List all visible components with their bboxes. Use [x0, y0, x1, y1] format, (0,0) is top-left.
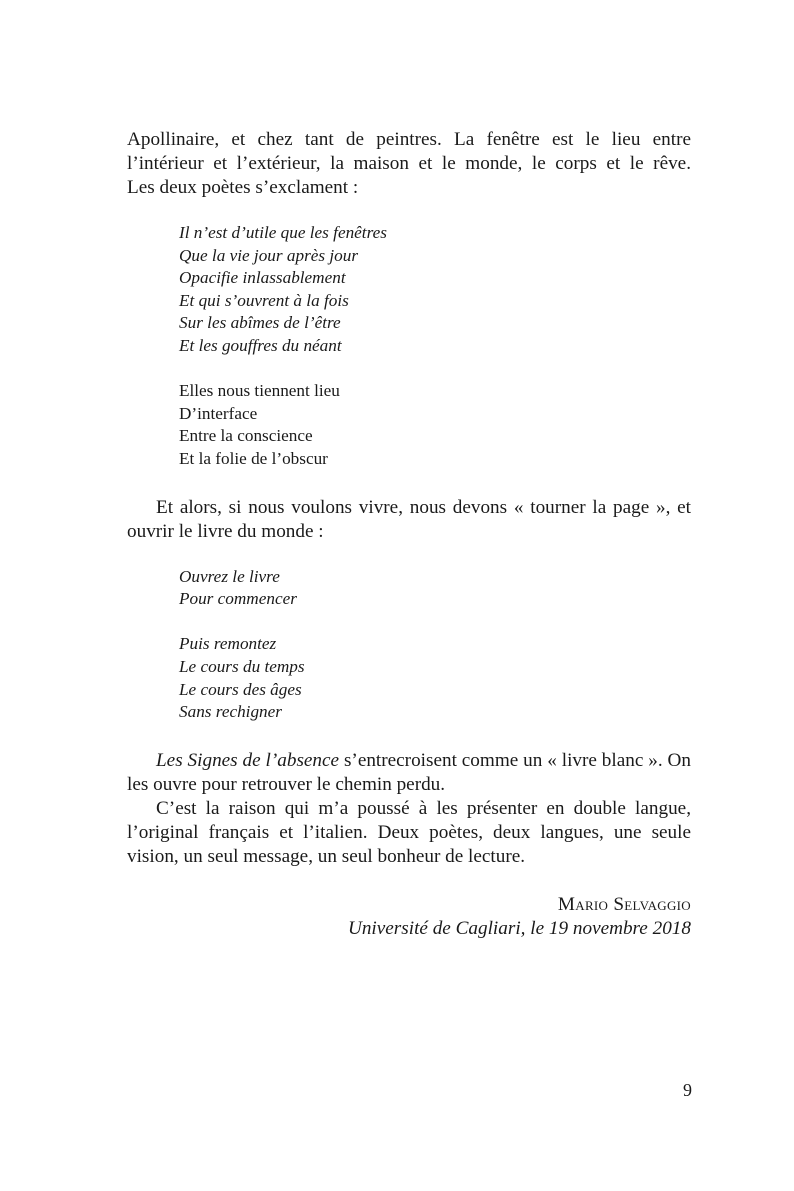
verse-line: Et les gouffres du néant [179, 335, 342, 355]
verse-line: Entre la conscience [179, 426, 313, 446]
verse-line: Ouvrez le livre [179, 566, 280, 586]
intro-line: l’intérieur et l’extérieur, la maison et le monde, le corps et le rêve. [127, 153, 691, 174]
intro-paragraph [127, 128, 691, 200]
poem-2-stanza-1 [127, 566, 691, 611]
intro-line: Les deux poètes s’exclament : [127, 177, 359, 198]
verse-line: D’interface [179, 403, 258, 423]
book-title: Les Signes de l’absence [156, 749, 340, 771]
verse-line: Et la folie de l’obscur [179, 448, 328, 468]
closing-paragraph-2: C’est la raison qui m’a poussé à les présenter en double langue, l’original français et l’italien. Deux poètes, deux langues, une seule vision, un seul message, un seul bonheur de lecture. [127, 797, 691, 867]
transition-paragraph: Et alors, si nous voulons vivre, nous devons « tourner la page », et ouvrir le livre du monde : [127, 496, 691, 542]
author-name: Mario Selvaggio [557, 893, 691, 915]
verse-line: Et qui s’ouvrent à la fois [179, 290, 349, 310]
verse-line: Puis remontez [179, 634, 277, 654]
verse-line: Opacifie inlassablement [179, 268, 346, 288]
verse-line: Pour commencer [179, 589, 297, 609]
verse-line: Sur les abîmes de l’être [179, 313, 341, 333]
poem-2-stanza-2 [127, 633, 691, 723]
poem-1-stanza-1 [127, 222, 691, 358]
intro-line: Apollinaire, et chez tant de peintres. La fenêtre est le lieu entre [127, 129, 691, 150]
closing-paragraph-1 [127, 749, 691, 797]
poem-1-stanza-2 [127, 380, 691, 470]
verse-line: Que la vie jour après jour [179, 245, 359, 265]
closing-paragraph-1-text: s’entrecroisent comme un « livre blanc ». On les ouvre pour retrouver le chemin perdu. [127, 749, 691, 795]
place-date: Université de Cagliari, le 19 novembre 2018 [347, 917, 691, 939]
verse-line: Il n’est d’utile que les fenêtres [179, 223, 387, 242]
verse-line: Sans rechigner [179, 702, 282, 722]
verse-line: Elles nous tiennent lieu [179, 381, 340, 401]
signature [127, 893, 691, 941]
verse-line: Le cours du temps [179, 656, 305, 676]
page-body [127, 128, 691, 941]
verse-line: Le cours des âges [179, 679, 302, 699]
page-number: 9 [683, 1080, 692, 1100]
